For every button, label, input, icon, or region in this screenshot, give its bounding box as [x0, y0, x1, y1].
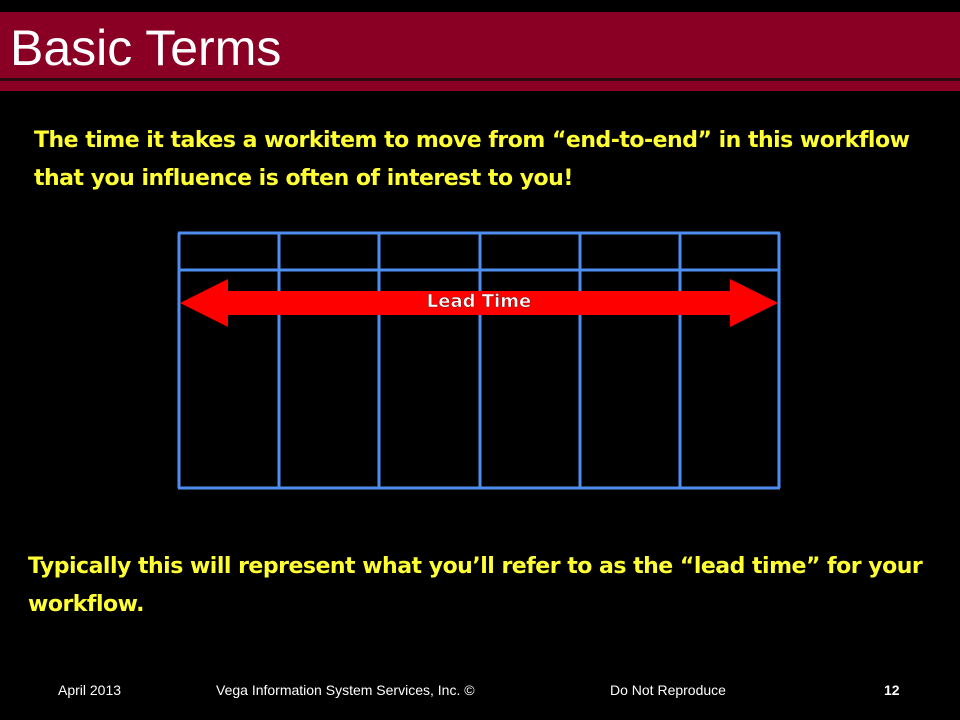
intro-text: The time it takes a workitem to move from “end-to-end” in this workflow that you influence is often of interest to you! [34, 128, 910, 191]
summary-text: Typically this will represent what you’ll refer to as the “lead time” for your workflow. [28, 554, 923, 617]
page-number: 12 [884, 682, 900, 698]
footer-company: Vega Information System Services, Inc. © [216, 682, 475, 698]
workflow-board-diagram [170, 225, 790, 500]
title-divider-lower [0, 81, 960, 91]
slide-title: Basic Terms [10, 20, 282, 76]
footer-date: April 2013 [58, 682, 122, 698]
footer-notice: Do Not Reproduce [610, 682, 726, 698]
board-grid [178, 233, 780, 488]
lead-time-label: Lead Time [426, 291, 532, 312]
